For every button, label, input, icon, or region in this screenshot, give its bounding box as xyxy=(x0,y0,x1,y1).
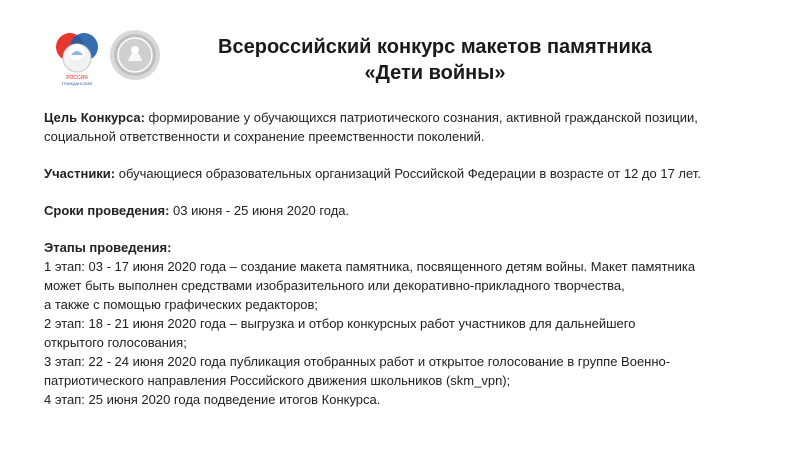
dates-section xyxy=(44,201,764,220)
dates-text: 03 июня - 25 июня 2020 года. xyxy=(169,203,350,218)
dates-label: Сроки проведения: xyxy=(44,203,170,218)
stage-line: патриотического направления Российского движения школьников (skm_vpn); xyxy=(44,373,511,388)
stages-section xyxy=(44,238,764,409)
stage-line: может быть выполнен средствами изобразительного или декоративно-прикладного творчества, xyxy=(44,278,625,293)
participants-label: Участники: xyxy=(44,166,116,181)
stage-line: а также с помощью графических редакторов; xyxy=(44,297,319,312)
title-line-1: Всероссийский конкурс макетов памятника xyxy=(218,36,652,58)
stage-line: 4 этап: 25 июня 2020 года подведение итогов Конкурса. xyxy=(44,392,381,407)
participants-section xyxy=(44,164,764,183)
goal-label: Цель Конкурса: xyxy=(44,110,145,125)
logo-caption-2: ГРАЖДАНСКИЙ xyxy=(61,81,93,86)
goal-section xyxy=(44,108,764,146)
participants-text: обучающиеся образовательных организаций Российской Федерации в возрасте от 12 до 17 лет. xyxy=(115,166,701,181)
medal-logo-icon xyxy=(108,28,162,82)
page-title xyxy=(200,34,670,86)
logo-caption-1: РОССИЯ xyxy=(66,75,88,81)
stage-line: 1 этап: 03 - 17 июня 2020 года – создание макета памятника, посвященного детям войны. Макет памятника xyxy=(44,259,696,274)
stages-label: Этапы проведения: xyxy=(44,240,172,255)
title-line-2: «Дети войны» xyxy=(364,62,506,84)
stage-line: 2 этап: 18 - 21 июня 2020 года – выгрузка и отбор конкурсных работ участников для дальнейшего xyxy=(44,316,636,331)
stage-line: открытого голосования; xyxy=(44,335,187,350)
logos-area xyxy=(50,27,170,93)
stage-line: 3 этап: 22 - 24 июня 2020 года публикация отобранных работ и открытое голосование в группе Военно- xyxy=(44,354,671,369)
rdsh-logo-icon xyxy=(50,27,106,89)
goal-text-2: социальной ответственности и сохранение преемственности поколений. xyxy=(44,129,485,144)
goal-text-1: формирование у обучающихся патриотического сознания, активной гражданской позиции, xyxy=(144,110,698,125)
content xyxy=(44,108,764,427)
